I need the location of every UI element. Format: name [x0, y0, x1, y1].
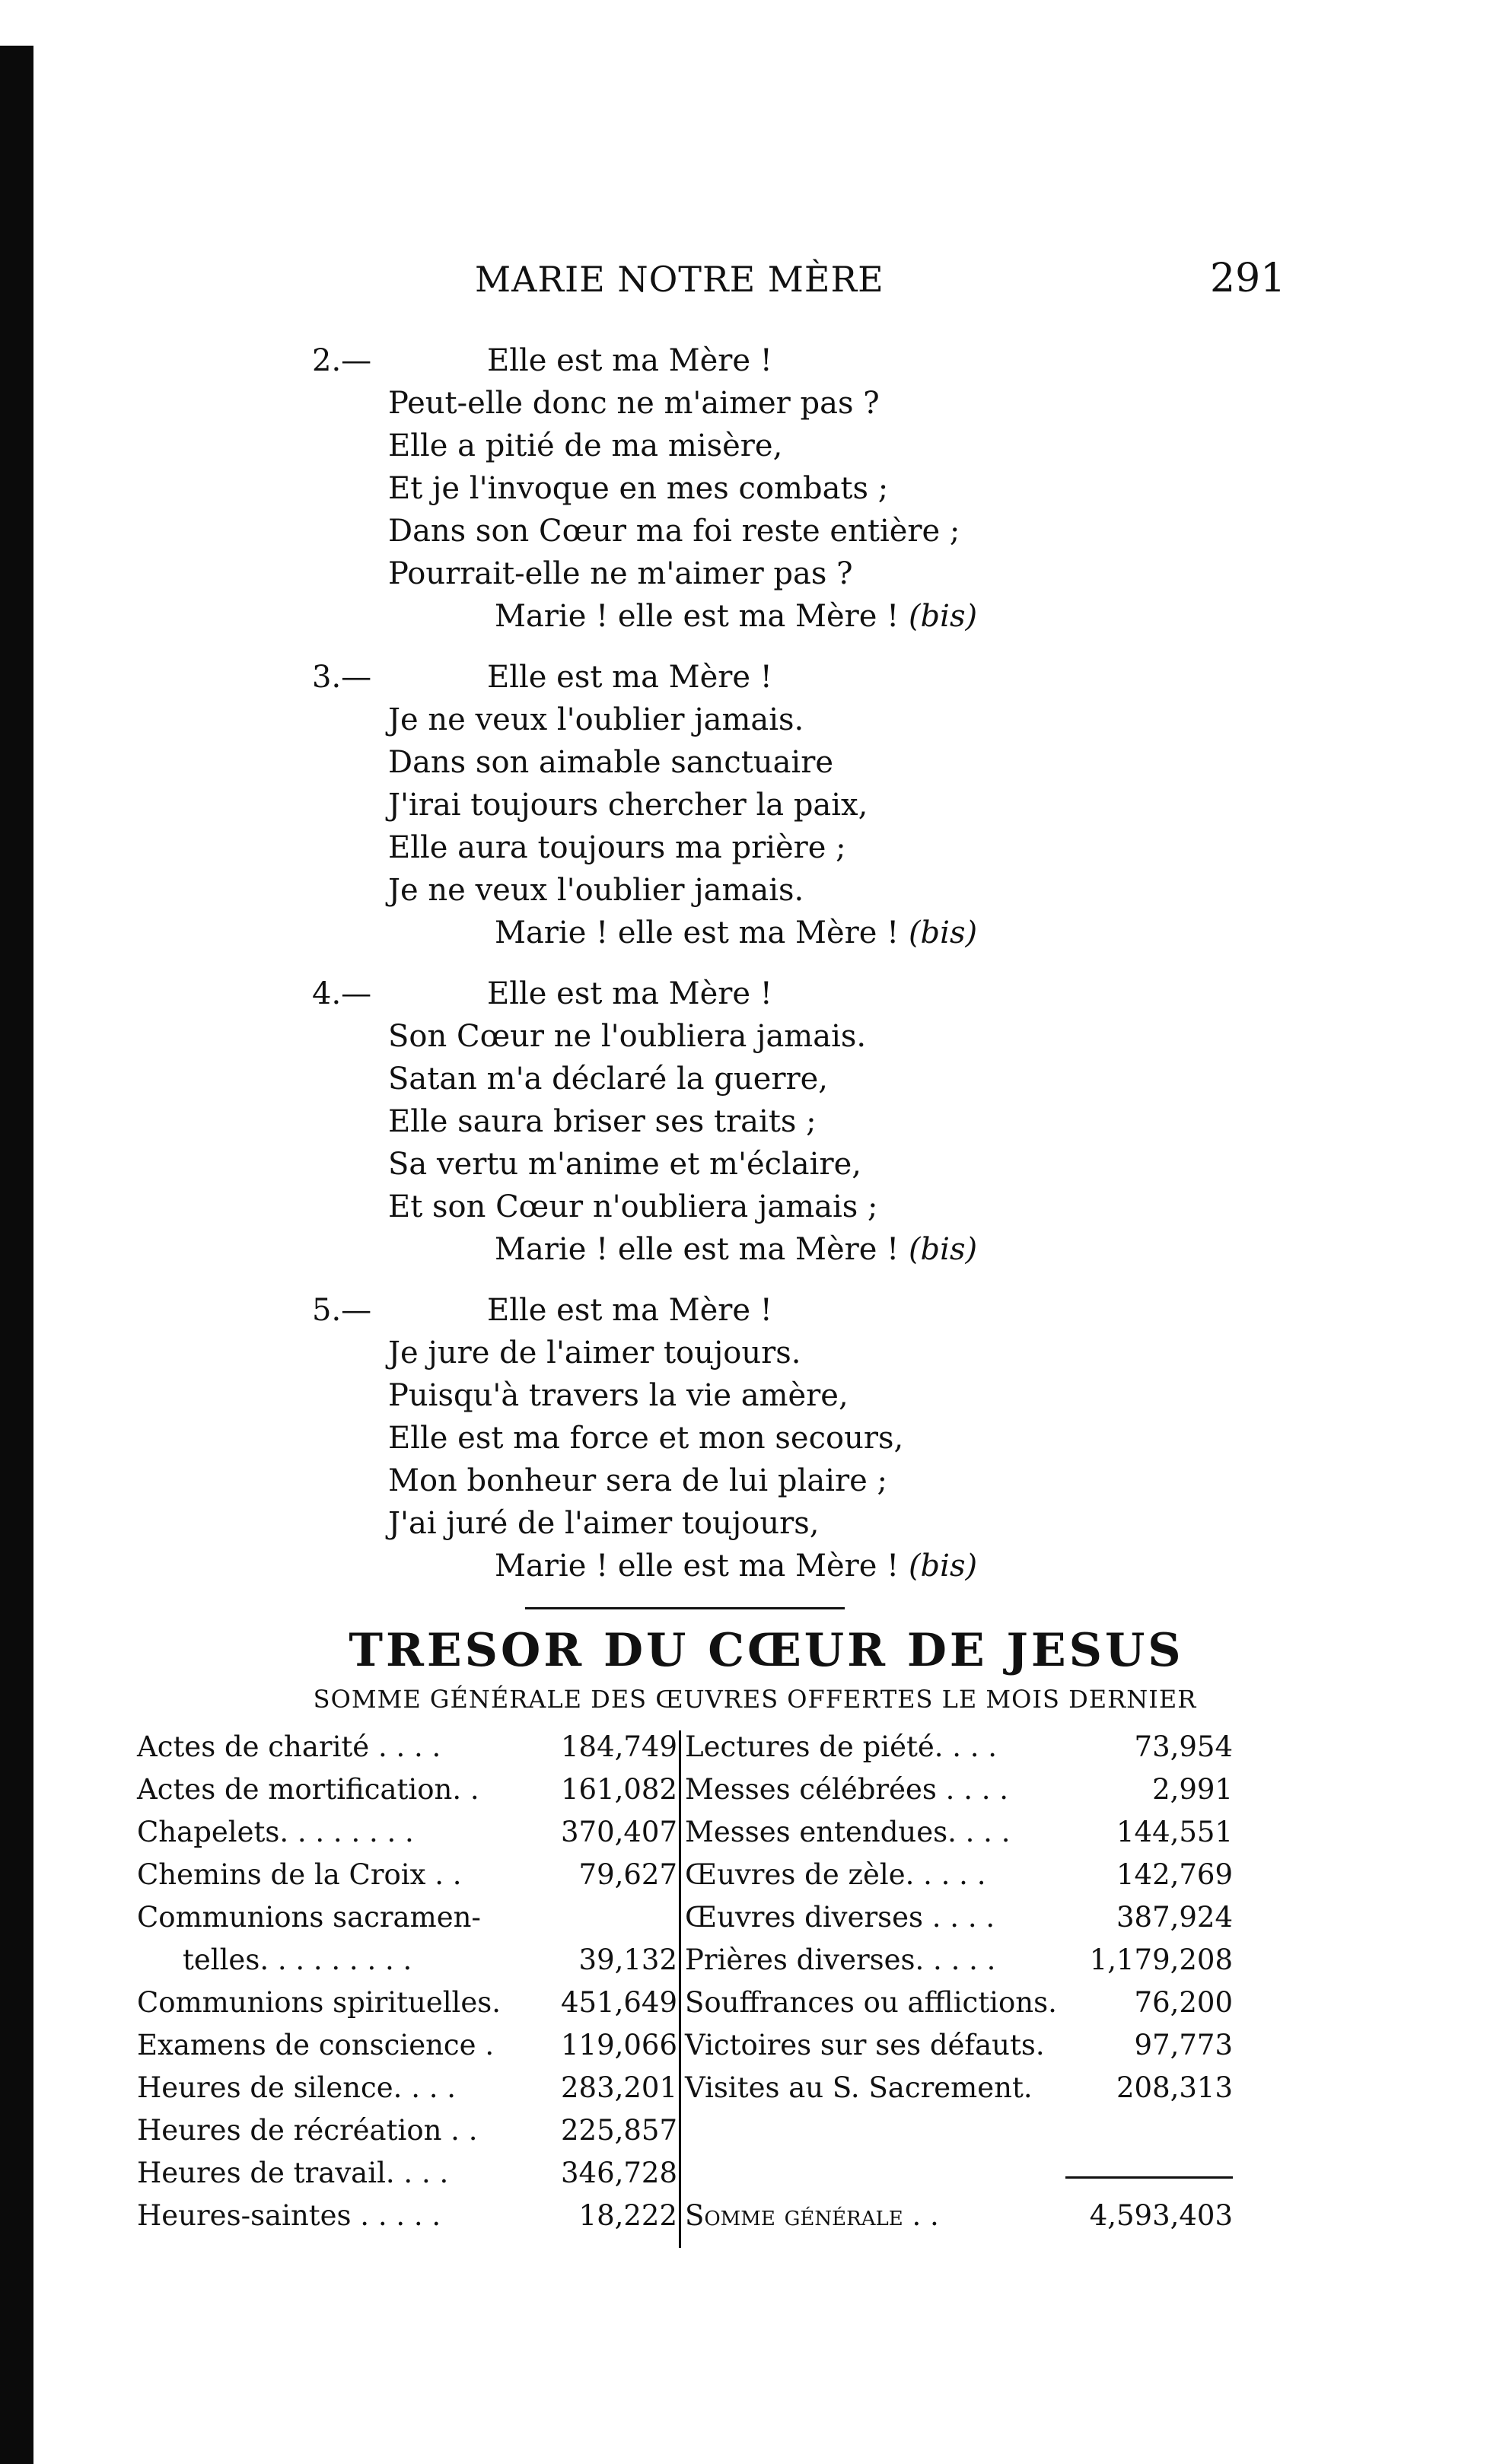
- verse-line: Je ne veux l'oublier jamais.: [388, 873, 804, 908]
- stanza-first-line: Elle est ma Mère !: [487, 660, 772, 695]
- stanza-2: [312, 339, 1301, 638]
- row-label: Examens de conscience .: [137, 2029, 495, 2061]
- works-column-left: [137, 1726, 677, 2237]
- verse-line: Satan m'a déclaré la guerre,: [388, 1062, 828, 1097]
- row-label: Victoires sur ses défauts.: [685, 2029, 1045, 2061]
- refrain-text: Marie ! elle est ma Mère !: [495, 915, 900, 950]
- stanza-first-line: Elle est ma Mère !: [487, 976, 772, 1011]
- row-value: 18,222: [578, 2199, 677, 2232]
- bis-mark: (bis): [908, 599, 978, 634]
- row-label: Actes de mortification. .: [137, 1773, 479, 1806]
- table-row: [137, 2109, 677, 2152]
- stanza-number: 2.—: [312, 343, 372, 378]
- section-title: TRESOR DU CŒUR DE JESUS: [349, 1624, 1184, 1677]
- page-edge-shadow: [0, 46, 33, 2464]
- table-row: [685, 2067, 1233, 2109]
- row-label: Œuvres diverses . . . .: [685, 1901, 995, 1934]
- table-row: [685, 1726, 1233, 1768]
- verse-line: Sa vertu m'anime et m'éclaire,: [388, 1147, 861, 1182]
- row-label: Chemins de la Croix . .: [137, 1858, 462, 1891]
- verse-line: Peut-elle donc ne m'aimer pas ?: [388, 386, 880, 421]
- table-row: [685, 1982, 1233, 2024]
- row-value: 346,728: [560, 2157, 677, 2189]
- row-label: Communions spirituelles.: [137, 1986, 502, 2019]
- row-label: Communions sacramen-: [137, 1901, 481, 1934]
- row-value: 97,773: [1134, 2029, 1233, 2061]
- stanza-5: [312, 1289, 1301, 1587]
- row-value: 184,749: [560, 1730, 677, 1763]
- works-column-right: [685, 1726, 1233, 2232]
- page-number: 291: [1210, 256, 1286, 301]
- row-value: 208,313: [1116, 2071, 1233, 2104]
- refrain-line: [312, 1545, 1301, 1587]
- table-row: [685, 1896, 1233, 1939]
- table-row: [137, 1939, 677, 1982]
- table-row: [685, 2024, 1233, 2067]
- row-value: 79,627: [578, 1858, 677, 1891]
- verse-line: J'irai toujours chercher la paix,: [388, 788, 868, 823]
- row-value: 370,407: [560, 1816, 677, 1848]
- row-label: Heures de silence. . . .: [137, 2071, 456, 2104]
- verse-line: Je jure de l'aimer toujours.: [388, 1335, 801, 1370]
- table-row: [685, 1811, 1233, 1854]
- verse-line: Elle aura toujours ma prière ;: [388, 830, 846, 865]
- row-label: Visites au S. Sacrement.: [685, 2071, 1033, 2104]
- row-label: Souffrances ou afflictions.: [685, 1986, 1057, 2019]
- row-value: 2,991: [1152, 1773, 1233, 1806]
- row-value: 283,201: [560, 2071, 677, 2104]
- running-header: MARIE NOTRE MÈRE: [475, 259, 884, 300]
- row-label: Messes entendues. . . .: [685, 1816, 1011, 1848]
- verse-line: Elle est ma force et mon secours,: [388, 1421, 904, 1456]
- refrain-line: [312, 912, 1301, 954]
- total-row: [685, 2195, 1233, 2237]
- section-divider: [525, 1607, 845, 1609]
- row-value: 225,857: [560, 2114, 677, 2147]
- table-row: [137, 1854, 677, 1896]
- bis-mark: (bis): [908, 1549, 978, 1584]
- row-value: 1,179,208: [1089, 1944, 1233, 1976]
- column-divider: [679, 1730, 681, 2248]
- row-value: 39,132: [578, 1944, 677, 1976]
- row-label: Heures-saintes . . . . .: [137, 2199, 441, 2232]
- refrain-text: Marie ! elle est ma Mère !: [495, 1232, 900, 1267]
- verse-line: Dans son aimable sanctuaire: [388, 745, 834, 780]
- verse-line: Mon bonheur sera de lui plaire ;: [388, 1463, 887, 1498]
- row-value: 161,082: [560, 1773, 677, 1806]
- row-label: Heures de travail. . . .: [137, 2157, 449, 2189]
- row-label: Heures de récréation . .: [137, 2114, 478, 2147]
- table-row: [137, 1811, 677, 1854]
- table-row: [685, 1768, 1233, 1811]
- stanza-number: 4.—: [312, 976, 372, 1011]
- stanza-number: 3.—: [312, 660, 372, 695]
- refrain-text: Marie ! elle est ma Mère !: [495, 1549, 900, 1584]
- table-row: [137, 2195, 677, 2237]
- verse-line: Et je l'invoque en mes combats ;: [388, 471, 889, 506]
- verse-line: Pourrait-elle ne m'aimer pas ?: [388, 556, 853, 591]
- row-value: 387,924: [1116, 1901, 1233, 1934]
- table-row: [137, 1982, 677, 2024]
- total-value: 4,593,403: [1089, 2199, 1233, 2232]
- refrain-text: Marie ! elle est ma Mère !: [495, 599, 900, 634]
- total-rule: [1065, 2176, 1233, 2179]
- table-row: [685, 1939, 1233, 1982]
- refrain-line: [312, 595, 1301, 638]
- verse-line: Dans son Cœur ma foi reste entière ;: [388, 514, 960, 549]
- table-row: [137, 1896, 677, 1939]
- table-row: [137, 1726, 677, 1768]
- table-row: [685, 1854, 1233, 1896]
- stanza-3: [312, 656, 1301, 954]
- verse-line: Puisqu'à travers la vie amère,: [388, 1378, 849, 1413]
- row-value: 142,769: [1116, 1858, 1233, 1891]
- table-row: [137, 1768, 677, 1811]
- row-label: Actes de charité . . . .: [137, 1730, 441, 1763]
- row-label: Œuvres de zèle. . . . .: [685, 1858, 986, 1891]
- stanza-first-line: Elle est ma Mère !: [487, 1293, 772, 1328]
- verse-line: Et son Cœur n'oubliera jamais ;: [388, 1189, 878, 1224]
- total-label: Somme générale . .: [685, 2199, 939, 2232]
- row-value: 119,066: [560, 2029, 677, 2061]
- row-label: Messes célébrées . . . .: [685, 1773, 1008, 1806]
- row-value: 144,551: [1116, 1816, 1233, 1848]
- row-label: telles. . . . . . . . .: [183, 1944, 412, 1976]
- section-subtitle: SOMME GÉNÉRALE DES ŒUVRES OFFERTES LE MOIS DERNIER: [313, 1685, 1197, 1714]
- row-value: 451,649: [560, 1986, 677, 2019]
- row-label: Lectures de piété. . . .: [685, 1730, 998, 1763]
- row-value: 73,954: [1134, 1730, 1233, 1763]
- verse-line: J'ai juré de l'aimer toujours,: [388, 1506, 820, 1541]
- bis-mark: (bis): [908, 1232, 978, 1267]
- stanza-number: 5.—: [312, 1293, 372, 1328]
- row-label: Prières diverses. . . . .: [685, 1944, 996, 1976]
- table-row: [137, 2024, 677, 2067]
- row-value: 76,200: [1134, 1986, 1233, 2019]
- verse-line: Elle a pitié de ma misère,: [388, 428, 783, 463]
- verse-line: Elle saura briser ses traits ;: [388, 1104, 817, 1139]
- verse-line: Son Cœur ne l'oubliera jamais.: [388, 1019, 867, 1054]
- refrain-line: [312, 1228, 1301, 1271]
- stanza-first-line: Elle est ma Mère !: [487, 343, 772, 378]
- table-row: [137, 2152, 677, 2195]
- stanza-4: [312, 973, 1301, 1271]
- verse-line: Je ne veux l'oublier jamais.: [388, 702, 804, 737]
- row-label: Chapelets. . . . . . . .: [137, 1816, 414, 1848]
- table-row: [137, 2067, 677, 2109]
- bis-mark: (bis): [908, 915, 978, 950]
